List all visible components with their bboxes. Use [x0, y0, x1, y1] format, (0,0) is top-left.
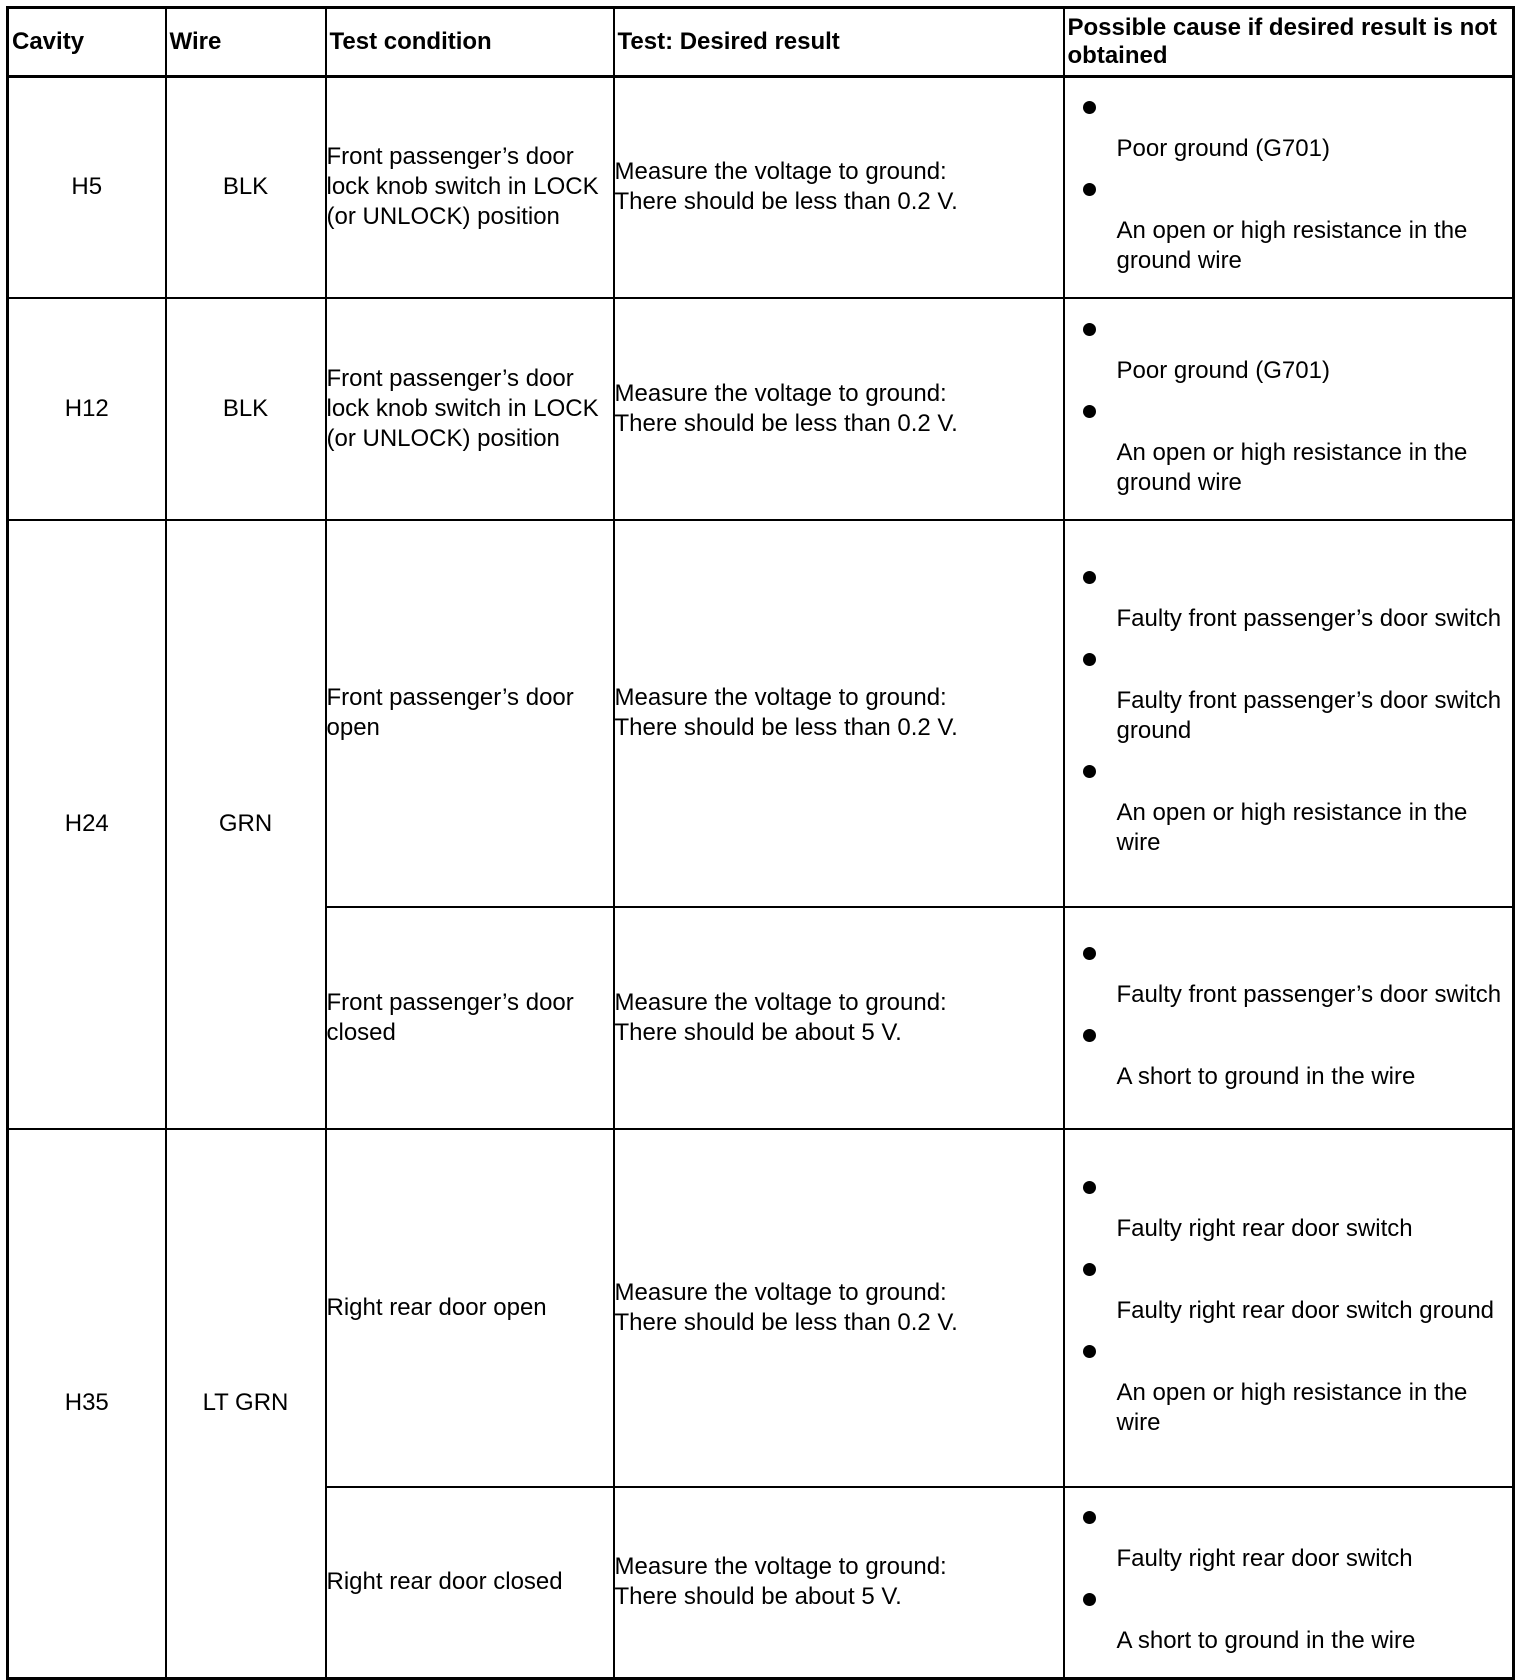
cause-item: An open or high resistance in the wire — [1065, 1334, 1513, 1446]
result-cell — [614, 298, 1064, 520]
cause-cell — [1064, 520, 1514, 907]
cause-item: A short to ground in the wire — [1065, 1582, 1513, 1664]
result-line: Measure the voltage to ground: — [614, 379, 947, 407]
wire-cell: LT GRN — [166, 1129, 326, 1679]
bullet-icon — [1083, 1593, 1096, 1606]
condition-cell: Right rear door closed — [326, 1487, 614, 1679]
header-possible-cause: Possible cause if desired result is not obtained — [1064, 8, 1514, 77]
bullet-icon — [1083, 1345, 1096, 1358]
cavity-cell: H5 — [8, 77, 166, 298]
result-line: Measure the voltage to ground: — [614, 988, 947, 1016]
header-row — [8, 8, 1514, 77]
condition-cell: Front passenger’s door open — [326, 520, 614, 907]
diagnostic-table — [6, 6, 1515, 1680]
cause-item: An open or high resistance in the ground wire — [1065, 172, 1513, 284]
wire-cell: BLK — [166, 77, 326, 298]
cause-item: An open or high resistance in the wire — [1065, 754, 1513, 866]
cause-item: Faulty right rear door switch — [1065, 1500, 1513, 1582]
result-line: There should be about 5 V. — [614, 1018, 902, 1046]
cause-item: A short to ground in the wire — [1065, 1018, 1513, 1100]
header-desired-result: Test: Desired result — [614, 8, 1064, 77]
cause-item: Poor ground (G701) — [1065, 312, 1513, 394]
result-cell — [614, 77, 1064, 298]
result-line: Measure the voltage to ground: — [614, 684, 947, 711]
header-wire: Wire — [166, 8, 326, 77]
table-row — [8, 298, 1514, 520]
bullet-icon — [1083, 405, 1096, 418]
bullet-icon — [1083, 1029, 1096, 1042]
condition-cell: Right rear door open — [326, 1129, 614, 1487]
result-cell — [614, 1487, 1064, 1679]
result-line: There should be less than 0.2 V. — [614, 188, 958, 216]
cause-item: Poor ground (G701) — [1065, 90, 1513, 172]
result-line: There should be less than 0.2 V. — [614, 1308, 958, 1336]
table-row — [8, 77, 1514, 298]
cause-cell — [1064, 1487, 1514, 1679]
cause-item: Faulty right rear door switch ground — [1065, 1252, 1513, 1334]
result-line: There should be less than 0.2 V. — [614, 409, 958, 437]
result-cell — [614, 907, 1064, 1129]
result-line: There should be less than 0.2 V. — [614, 714, 958, 741]
bullet-icon — [1083, 653, 1096, 666]
wire-cell: GRN — [166, 520, 326, 1129]
cause-item: Faulty front passenger’s door switch — [1065, 560, 1513, 642]
header-test-condition: Test condition — [326, 8, 614, 77]
bullet-icon — [1083, 1511, 1096, 1524]
wire-cell: BLK — [166, 298, 326, 520]
bullet-icon — [1083, 101, 1096, 114]
bullet-icon — [1083, 947, 1096, 960]
table-row — [8, 520, 1514, 907]
bullet-icon — [1083, 1263, 1096, 1276]
result-line: Measure the voltage to ground: — [614, 1278, 947, 1306]
result-line: Measure the voltage to ground: — [614, 1553, 947, 1581]
cavity-cell: H35 — [8, 1129, 166, 1679]
bullet-icon — [1083, 765, 1096, 778]
condition-cell: Front passenger’s door lock knob switch in LOCK (or UNLOCK) position — [326, 298, 614, 520]
cause-item: Faulty front passenger’s door switch — [1065, 936, 1513, 1018]
cause-cell — [1064, 907, 1514, 1129]
condition-cell: Front passenger’s door closed — [326, 907, 614, 1129]
bullet-icon — [1083, 183, 1096, 196]
cavity-cell: H12 — [8, 298, 166, 520]
cavity-cell: H24 — [8, 520, 166, 1129]
cause-cell — [1064, 77, 1514, 298]
cause-cell — [1064, 298, 1514, 520]
result-cell — [614, 520, 1064, 907]
header-cavity: Cavity — [8, 8, 166, 77]
cause-item: An open or high resistance in the ground wire — [1065, 394, 1513, 506]
table-row — [8, 1129, 1514, 1487]
condition-cell: Front passenger’s door lock knob switch in LOCK (or UNLOCK) position — [326, 77, 614, 298]
result-line: There should be about 5 V. — [614, 1583, 902, 1611]
bullet-icon — [1083, 1181, 1096, 1194]
bullet-icon — [1083, 323, 1096, 336]
cause-item: Faulty right rear door switch — [1065, 1170, 1513, 1252]
cause-cell — [1064, 1129, 1514, 1487]
bullet-icon — [1083, 571, 1096, 584]
result-cell — [614, 1129, 1064, 1487]
cause-item: Faulty front passenger’s door switch ground — [1065, 642, 1513, 754]
result-line: Measure the voltage to ground: — [614, 158, 947, 186]
